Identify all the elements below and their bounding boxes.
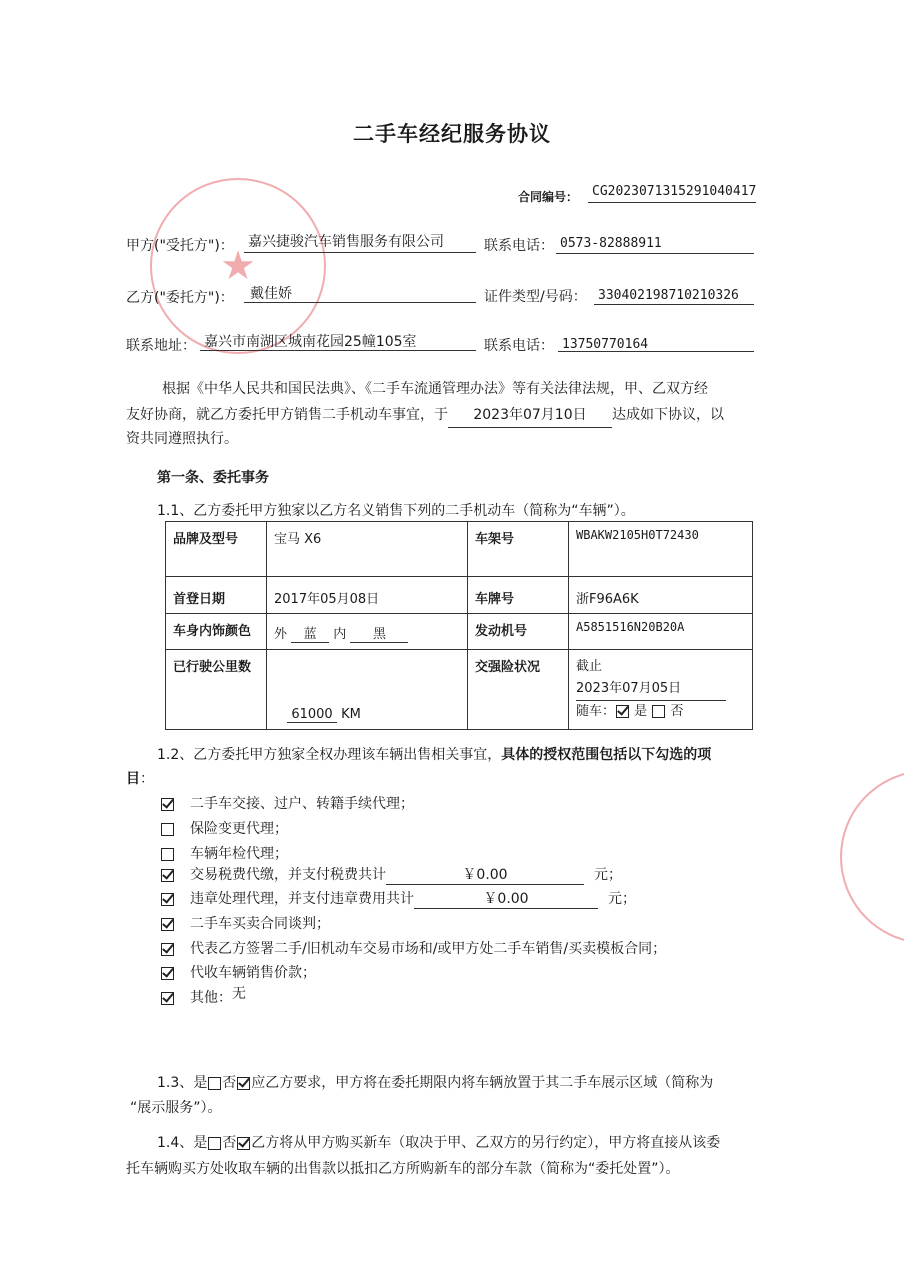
with-car-yes: 是 bbox=[634, 704, 648, 719]
auth-item-text: 交易税费代缴，并支付税费共计 bbox=[190, 867, 386, 883]
party-b-phone-underline bbox=[558, 351, 754, 352]
auth-item bbox=[160, 962, 316, 982]
section-1-title: 第一条、委托事务 bbox=[157, 470, 269, 486]
seal-star-icon: ★ bbox=[220, 243, 256, 289]
brand-value: 宝马 X6 bbox=[267, 522, 468, 577]
tax-amount: ￥0.00 bbox=[386, 864, 584, 885]
party-b-underline bbox=[244, 302, 476, 303]
auth-item-checkbox[interactable] bbox=[161, 823, 174, 836]
address-label: 联系地址： bbox=[126, 338, 196, 354]
clause-1-2 bbox=[157, 744, 711, 764]
engine-label: 发动机号 bbox=[468, 614, 569, 650]
auth-item bbox=[160, 987, 246, 1007]
clause-1-3-text: 应乙方要求，甲方将在委托期限内将车辆放置于其二手车展示区域（简称为 bbox=[251, 1075, 714, 1091]
clause-1-4-line-2: 托车辆购买方处收取车辆的出售款以抵扣乙方所购新车的部分车款（简称为“委托处置”）。 bbox=[126, 1161, 680, 1177]
clause-1-2-line-2 bbox=[126, 768, 154, 788]
with-car-yes-checkbox[interactable] bbox=[616, 705, 629, 718]
color-values bbox=[267, 614, 468, 650]
engine-value: A5851516N20B20A bbox=[569, 614, 753, 650]
insurance-until-label: 截止 bbox=[576, 659, 603, 674]
mileage-cell bbox=[267, 650, 468, 730]
clause-1-3-line-2: “展示服务”）。 bbox=[130, 1100, 222, 1116]
insurance-until-value: 2023年07月05日 bbox=[576, 678, 726, 701]
auth-item-checkbox[interactable] bbox=[161, 893, 174, 906]
auth-item-text: 违章处理代理，并支付违章费用共计 bbox=[190, 891, 414, 907]
party-b-phone-label: 联系电话： bbox=[484, 338, 554, 354]
party-a-name: 嘉兴捷骏汽车销售服务有限公司 bbox=[248, 234, 444, 250]
violation-unit: 元； bbox=[608, 891, 636, 907]
company-seal-partial bbox=[840, 770, 904, 944]
party-a-phone: 0573-82888911 bbox=[560, 236, 662, 251]
party-a-label: 甲方("受托方")： bbox=[126, 238, 234, 254]
clause-1-2-colon: ： bbox=[140, 771, 154, 787]
color-out-label: 外 bbox=[274, 627, 288, 642]
auth-item-text: 代收车辆销售价款； bbox=[190, 965, 316, 981]
color-out-value: 蓝 bbox=[291, 623, 329, 643]
with-car-row bbox=[576, 701, 745, 723]
auth-item-checkbox[interactable] bbox=[161, 943, 174, 956]
color-in-value: 黑 bbox=[350, 623, 408, 643]
auth-item-checkbox[interactable] bbox=[161, 967, 174, 980]
company-seal bbox=[150, 178, 326, 354]
intro-line-2 bbox=[126, 404, 724, 428]
address-value: 嘉兴市南湖区城南花园25幢105室 bbox=[204, 334, 417, 350]
party-b-label: 乙方("委托方")： bbox=[126, 290, 234, 306]
agreement-date: 2023年07月10日 bbox=[448, 404, 612, 428]
auth-item-text: 二手车交接、过户、转籍手续代理； bbox=[190, 796, 414, 812]
mileage-value: 61000 bbox=[287, 707, 337, 723]
auth-item-checkbox[interactable] bbox=[161, 869, 174, 882]
vehicle-table bbox=[165, 521, 753, 730]
auth-item-text: 保险变更代理； bbox=[190, 821, 288, 837]
clause-1-4-prefix: 1.4、是 bbox=[157, 1135, 208, 1151]
party-b-phone: 13750770164 bbox=[562, 337, 649, 352]
clause-1-4-yes-checkbox[interactable] bbox=[208, 1137, 221, 1150]
party-b-id-label: 证件类型/号码： bbox=[484, 289, 587, 305]
tax-unit: 元； bbox=[594, 867, 622, 883]
auth-item-text: 二手车买卖合同谈判； bbox=[190, 916, 330, 932]
auth-item-text: 代表乙方签署二手/旧机动车交易市场和/或甲方处二手车销售/买卖模板合同； bbox=[190, 941, 667, 957]
party-a-underline bbox=[244, 252, 476, 253]
contract-number: CG2023071315291040417 bbox=[592, 184, 757, 199]
auth-item-checkbox[interactable] bbox=[161, 992, 174, 1005]
party-b-name: 戴佳娇 bbox=[250, 286, 292, 302]
clause-1-3-no-checkbox[interactable] bbox=[237, 1077, 250, 1090]
other-value: 无 bbox=[232, 986, 246, 1002]
color-label: 车身内饰颜色 bbox=[166, 614, 267, 650]
clause-1-2-bold: 具体的授权范围包括以下勾选的项 bbox=[501, 747, 712, 763]
intro-line-2-b: 达成如下协议，以 bbox=[612, 407, 724, 423]
auth-item-text: 其他： bbox=[190, 990, 232, 1006]
party-b-id-number: 330402198710210326 bbox=[598, 288, 739, 303]
clause-1-4-no-checkbox[interactable] bbox=[237, 1137, 250, 1150]
with-car-no: 否 bbox=[670, 704, 684, 719]
violation-amount: ￥0.00 bbox=[414, 888, 598, 909]
color-in-label: 内 bbox=[333, 627, 347, 642]
auth-item bbox=[160, 938, 666, 958]
auth-item-checkbox[interactable] bbox=[161, 848, 174, 861]
clause-1-1: 1.1、乙方委托甲方独家以乙方名义销售下列的二手机动车（简称为“车辆”）。 bbox=[157, 503, 635, 519]
plate-value: 浙F96A6K bbox=[569, 577, 753, 614]
clause-1-3-yes-checkbox[interactable] bbox=[208, 1077, 221, 1090]
document-title: 二手车经纪服务协议 bbox=[353, 122, 551, 146]
clause-1-3-prefix: 1.3、是 bbox=[157, 1075, 208, 1091]
contract-number-label: 合同编号： bbox=[518, 190, 579, 204]
insurance-until-row bbox=[576, 656, 745, 701]
auth-item bbox=[160, 864, 622, 885]
vin-label: 车架号 bbox=[468, 522, 569, 577]
auth-item bbox=[160, 843, 288, 863]
party-b-id-underline bbox=[594, 304, 754, 305]
party-a-phone-underline bbox=[556, 253, 754, 254]
clause-1-4-no: 否 bbox=[222, 1135, 237, 1151]
brand-label: 品牌及型号 bbox=[166, 522, 267, 577]
plate-label: 车牌号 bbox=[468, 577, 569, 614]
auth-item-checkbox[interactable] bbox=[161, 918, 174, 931]
intro-line-2-a: 友好协商，就乙方委托甲方销售二手机动车事宜，于 bbox=[126, 407, 448, 423]
vin-value: WBAKW2105H0T72430 bbox=[569, 522, 753, 577]
auth-item bbox=[160, 818, 288, 838]
auth-item-checkbox[interactable] bbox=[161, 798, 174, 811]
party-a-phone-label: 联系电话： bbox=[484, 238, 554, 254]
clause-1-2-text: 1.2、乙方委托甲方独家全权办理该车辆出售相关事宜， bbox=[157, 747, 502, 763]
intro-line-1: 根据《中华人民共和国民法典》、《二手车流通管理办法》等有关法律法规，甲、乙双方经 bbox=[162, 381, 708, 397]
contract-underline bbox=[588, 202, 756, 203]
insurance-cell bbox=[569, 650, 753, 730]
clause-1-3 bbox=[157, 1072, 713, 1092]
clause-1-4-text: 乙方将从甲方购买新车（取决于甲、乙双方的另行约定），甲方将直接从该委 bbox=[251, 1135, 721, 1151]
clause-1-4 bbox=[157, 1132, 720, 1152]
with-car-no-checkbox[interactable] bbox=[652, 705, 665, 718]
intro-line-3: 资共同遵照执行。 bbox=[126, 431, 238, 447]
clause-1-3-no: 否 bbox=[222, 1075, 237, 1091]
insurance-label: 交强险状况 bbox=[468, 650, 569, 730]
auth-item-text: 车辆年检代理； bbox=[190, 846, 288, 862]
auth-item bbox=[160, 913, 330, 933]
auth-item bbox=[160, 888, 636, 909]
reg-date-label: 首登日期 bbox=[166, 577, 267, 614]
clause-1-2-line-2-text: 目 bbox=[126, 771, 140, 787]
reg-date-value: 2017年05月08日 bbox=[267, 577, 468, 614]
auth-item bbox=[160, 793, 414, 813]
with-car-label: 随车： bbox=[576, 704, 616, 719]
mileage-label: 已行驶公里数 bbox=[166, 650, 267, 730]
mileage-unit: KM bbox=[341, 707, 361, 722]
address-underline bbox=[200, 350, 476, 351]
